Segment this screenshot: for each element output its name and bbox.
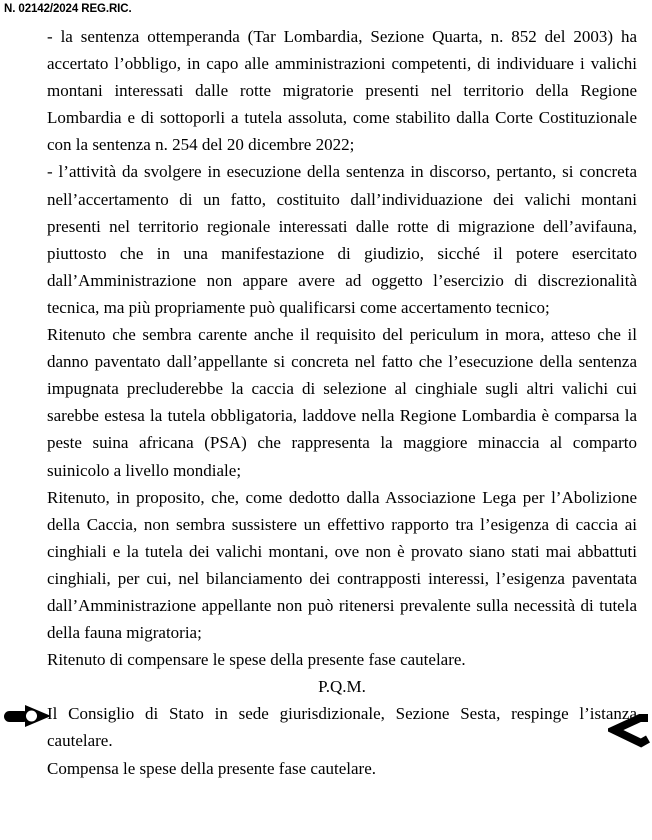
paragraph-sentenza-ottemperanda: - la sentenza ottemperanda (Tar Lombardia, Sezione Quarta, n. 852 del 2003) ha accertato l’obbligo, in capo alle amministrazioni competenti, di individuare i valichi montani interessati dalle rotte migratorie presenti nel territorio della Regione Lombardia e di sottoporli a tutela assoluta, come stabilito dalla Corte Costituzionale con la sentenza n. 254 del 20 dicembre 2022;: [47, 27, 637, 155]
paragraph-compensa-spese: Compensa le spese della presente fase cautelare.: [47, 758, 376, 778]
paragraph-compensare-spese: Ritenuto di compensare le spese della presente fase cautelare.: [47, 650, 466, 670]
left-pointing-arrow-icon: [608, 709, 652, 751]
paragraph-dispositivo: Il Consiglio di Stato in sede giurisdizionale, Sezione Sesta, respinge l’istanza cautelare.: [47, 704, 637, 751]
pqm-heading: P.Q.M.: [318, 677, 366, 697]
paragraph-periculum-in-mora: Ritenuto che sembra carente anche il requisito del periculum in mora, atteso che il danno paventato dall’appellante si concreta nel fatto che l’esecuzione della sentenza impugnata precluderebbe la caccia di selezione al cinghiale sugli altri valichi cui sarebbe estesa la tutela obbligatoria, laddove nella Regione Lombardia è comparsa la peste suina africana (PSA) che rappresenta la maggiore minaccia al comparto suinicolo a livello mondiale;: [47, 325, 637, 480]
right-pointing-arrow-icon: [3, 702, 53, 730]
case-number-header: N. 02142/2024 REG.RIC.: [4, 3, 132, 15]
paragraph-bilanciamento-interessi: Ritenuto, in proposito, che, come dedotto dalla Associazione Lega per l’Abolizione della Caccia, non sembra sussistere un effettivo rapporto tra l’esigenza di caccia ai cinghiali e la tutela dei valichi montani, ove non è provato siano stati mai abbattuti cinghiali, per cui, nel bilanciamento dei contrapposti interessi, l’esigenza paventata dall’Amministrazione appellante non può ritenersi prevalente sulla necessità di tutela della fauna migratoria;: [47, 487, 637, 643]
paragraph-attivita-da-svolgere: - l’attività da svolgere in esecuzione della sentenza in discorso, pertanto, si concreta nell’accertamento di un fatto, costituito dall’individuazione dei valichi montani presenti nel territorio regionale interessati dalle rotte di migrazione dell’avifauna, piuttosto che in una manifestazione di giudizio, sicché il potere esercitato dall’Amministrazione non appare avere ad oggetto l’esercizio di discrezionalità tecnica, ma più propriamente può qualificarsi come accertamento tecnico;: [47, 162, 637, 317]
document-body: [47, 23, 637, 782]
